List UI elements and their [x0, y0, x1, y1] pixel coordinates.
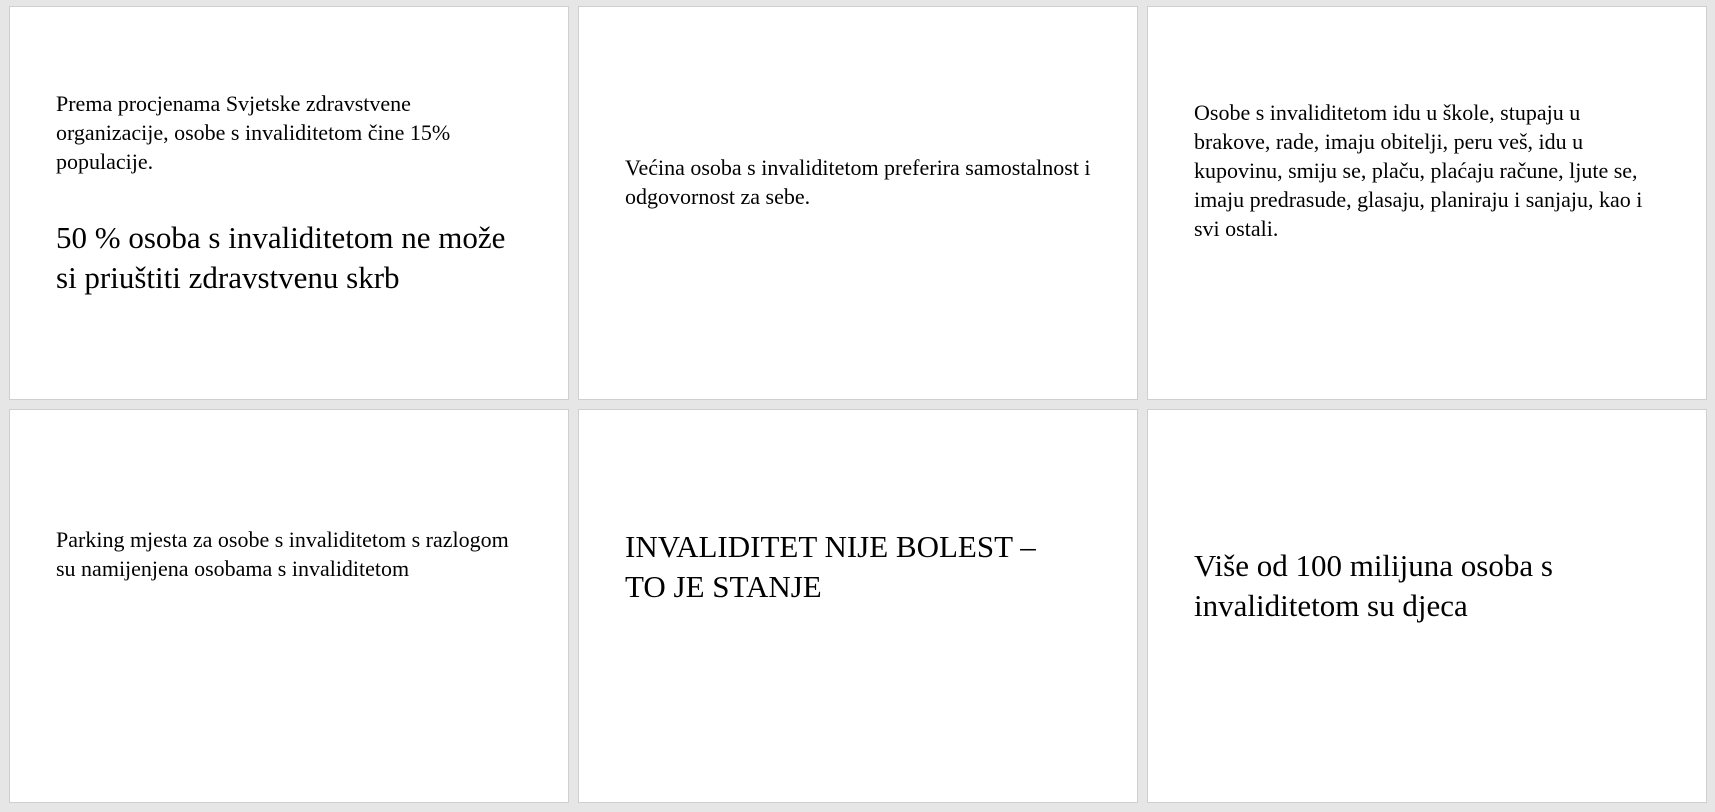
slide-card-3[interactable] [1147, 6, 1707, 400]
card-4-text: Parking mjesta za osobe s invaliditetom s razlogom su namijenjena osobama s invaliditetom [56, 527, 509, 581]
card-3-text: Osobe s invaliditetom idu u škole, stupaju u brakove, rade, imaju obitelji, peru veš, idu u kupovinu, smiju se, plaču, plaćaju račune, ljute se, imaju predrasude, glasaju, planiraju i sanjaju, kao i svi ostali. [1194, 100, 1643, 241]
card-1-headline: 50 % osoba s invaliditetom ne može si priuštiti zdravstvenu skrb [56, 220, 506, 295]
card-2-text: Većina osoba s invaliditetom preferira samostalnost i odgovornost za sebe. [625, 155, 1091, 209]
card-1-text: Prema procjenama Svjetske zdravstvene organizacije, osobe s invaliditetom čine 15% populacije. [56, 91, 451, 174]
slide-card-4[interactable] [9, 409, 569, 803]
slide-card-5[interactable] [578, 409, 1138, 803]
slide-card-1[interactable] [9, 6, 569, 400]
card-6-headline: Više od 100 milijuna osoba s invaliditetom su djeca [1194, 548, 1553, 623]
slide-card-6[interactable] [1147, 409, 1707, 803]
card-5-headline: INVALIDITET NIJE BOLEST – TO JE STANJE [625, 529, 1036, 604]
slide-card-2[interactable] [578, 6, 1138, 400]
